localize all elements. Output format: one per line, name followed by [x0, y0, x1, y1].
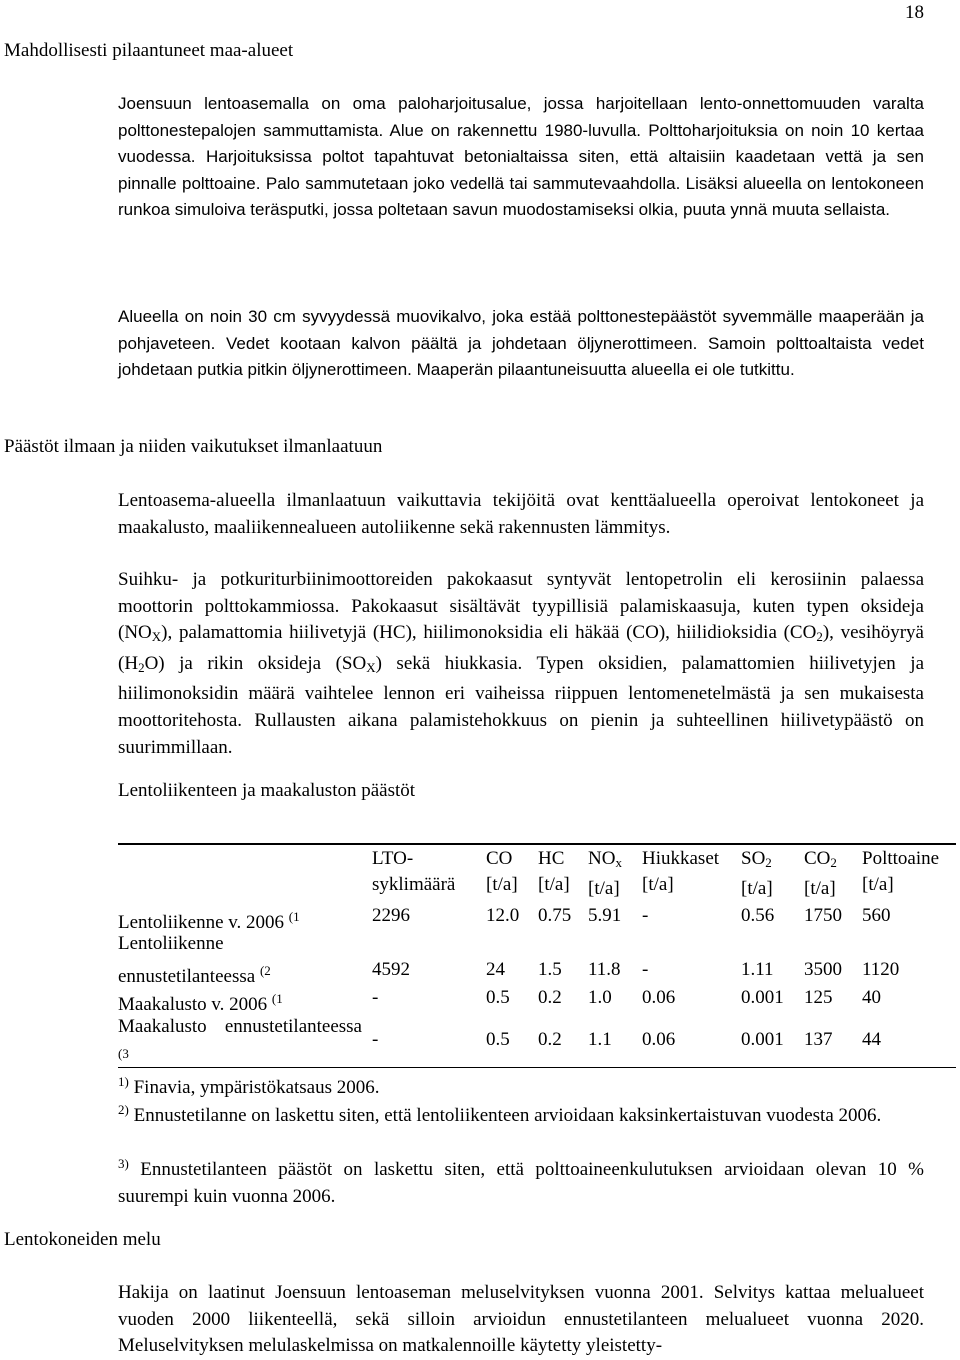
row-label-maakalusto-2006: Maakalusto v. 2006 $^{(1}$ [118, 991, 283, 1015]
cell-nox: 5.91 [588, 905, 622, 926]
cell-nox: 11.8 [588, 959, 621, 980]
cell-hc: 0.2 [538, 987, 562, 1008]
paragraph-noise-survey: Hakija on laatinut Joensuun lentoaseman meluselvityksen vuonna 2001. Selvitys kattaa melualueet vuoden 2000 liikenteellä, sekä silloin arvioidun ennustetilanteen melualueet vuonna 2020. Meluselvityksen melulaskelmissa on matkalennoille käytetty yleistetty- [118, 1282, 924, 1357]
cell-lto: 2296 [372, 905, 410, 926]
cell-co2: 1750 [804, 905, 842, 926]
header-polttoaine: Polttoaine [t/a] [862, 848, 940, 895]
cell-polttoaine: 1120 [862, 959, 900, 980]
cell-lto: - [372, 1029, 379, 1050]
header-so2: $SO_2$ [t/a] [741, 848, 773, 899]
section-heading-aircraft-noise: Lentokoneiden melu [4, 1229, 161, 1250]
cell-co: 0.5 [486, 987, 510, 1008]
footnote-1: $^{1)}$ Finavia, ympäristökatsaus 2006. [118, 1074, 380, 1098]
cell-co2: 137 [804, 1029, 833, 1050]
paragraph-exhaust-gases: Suihku- ja potkuriturbiinimoottoreiden pakokaasut syntyvät lentopetrolin eli kerosiinin palaessa moottorin polttokammiossa. Pakokaasut sisältävät tyypillisiä palamiskaasuja, kuten typen oksideja $(NO_X)$, palamattomia hiilivetyjä (HC), hiilimonoksidia eli häkää (CO), hiilidioksidia $(CO_2)$, vesihöyryä $(H_2O)$ ja rikin oksideja $(SO_X)$ sekä hiukkasia. Typen oksidien, palamattomien hiilivetyjen ja hiilimonoksidin määrä vaihtelee lennon eri vaiheissa riippuen lentomenetelmästä ja sen mukaisesta moottoritehosta. Rullausten aikana palamistehokkuus on pienin ja suhteellinen hiilivetypäästö on suurimmillaan. [118, 569, 924, 758]
cell-lto: - [372, 987, 379, 1008]
section-heading-contaminated-soil: Mahdollisesti pilaantuneet maa-alueet [4, 40, 294, 61]
cell-hc: 1.5 [538, 959, 562, 980]
cell-so2: 0.001 [741, 1029, 784, 1050]
cell-hc: 0.75 [538, 905, 572, 926]
footnote-2: $^{2)}$ Ennustetilanne on laskettu siten, että lentoliikenteen arvioidaan kaksinkertaistuvan vuodesta 2006. [118, 1102, 882, 1126]
cell-so2: 1.11 [741, 959, 774, 980]
cell-polttoaine: 44 [862, 1029, 881, 1050]
cell-nox: 1.1 [588, 1029, 612, 1050]
header-hc: HC [t/a] [538, 848, 570, 895]
cell-hc: 0.2 [538, 1029, 562, 1050]
table-caption: Lentoliikenteen ja maakaluston päästöt [118, 780, 416, 801]
footnote-3: $^{3)}$ Ennustetilanteen päästöt on laskettu siten, että polttoaineenkulutuksen arvioidaan olevan 10 % suurempi kuin vuonna 2006. [118, 1156, 924, 1207]
paragraph-plastic-liner: Alueella on noin 30 cm syvyydessä muovikalvo, joka estää polttonestepäästöt syvemmälle maaperään ja pohjaveteen. Vedet kootaan kalvon päältä ja johdetaan öljynerottimeen. Samoin polttoaltaista vedet johdetaan putkia pitkin öljynerottimeen. Maaperän pilaantuneisuutta alueella ei ole tutkittu. [118, 307, 924, 379]
header-co2: $CO_2$ [t/a] [804, 848, 837, 899]
header-lto: LTO- syklimäärä [372, 848, 456, 895]
cell-co2: 125 [804, 987, 833, 1008]
row-label-maakalusto-ennuste: Maakalusto ennustetilanteessa $^{(3}$ [118, 1016, 362, 1061]
header-hiukkaset: Hiukkaset [t/a] [642, 848, 720, 895]
header-co: CO [t/a] [486, 848, 518, 895]
cell-lto: 4592 [372, 959, 410, 980]
cell-hiukkaset: - [642, 905, 649, 926]
cell-co: 0.5 [486, 1029, 510, 1050]
header-nox: $NO_x$ [t/a] [588, 848, 622, 899]
paragraph-air-quality-factors: Lentoasema-alueella ilmanlaatuun vaikuttavia tekijöitä ovat kenttäalueella operoivat lentokoneet ja maakalusto, maaliikennealueen autoliikenne sekä rakennusten lämmitys. [118, 490, 924, 538]
row-label-lentoliikenne-ennuste: Lentoliikenne ennustetilanteessa $^{(2}$ [118, 933, 271, 987]
cell-so2: 0.56 [741, 905, 775, 926]
row-label-lentoliikenne-2006: Lentoliikenne v. 2006 $^{(1}$ [118, 909, 300, 933]
cell-hiukkaset: 0.06 [642, 987, 676, 1008]
cell-polttoaine: 560 [862, 905, 891, 926]
cell-nox: 1.0 [588, 987, 612, 1008]
cell-polttoaine: 40 [862, 987, 881, 1008]
cell-hiukkaset: - [642, 959, 649, 980]
cell-co: 12.0 [486, 905, 520, 926]
cell-hiukkaset: 0.06 [642, 1029, 676, 1050]
cell-co2: 3500 [804, 959, 842, 980]
section-heading-air-emissions: Päästöt ilmaan ja niiden vaikutukset ilmanlaatuun [4, 436, 383, 457]
cell-co: 24 [486, 959, 505, 980]
paragraph-fire-training-area: Joensuun lentoasemalla on oma paloharjoitusalue, jossa harjoitellaan lento-onnettomuuden varalta polttonestepalojen sammuttamista. Alue on rakennettu 1980-luvulla. Polttoharjoituksia on noin 10 kertaa vuodessa. Harjoituksissa poltot tapahtuvat betonialtaissa siten, että altaisiin kaadetaan vettä ja sen pinnalle polttoaine. Palo sammutetaan joko vedellä tai sammutevaahdolla. Lisäksi alueella on lentokoneen runkoa simuloiva teräsputki, jossa poltetaan savun muodostamiseksi olkia, puuta ynnä muuta sellaista. [118, 94, 924, 219]
table-top-rule [118, 843, 956, 845]
page-number: 18 [905, 2, 924, 23]
cell-so2: 0.001 [741, 987, 784, 1008]
